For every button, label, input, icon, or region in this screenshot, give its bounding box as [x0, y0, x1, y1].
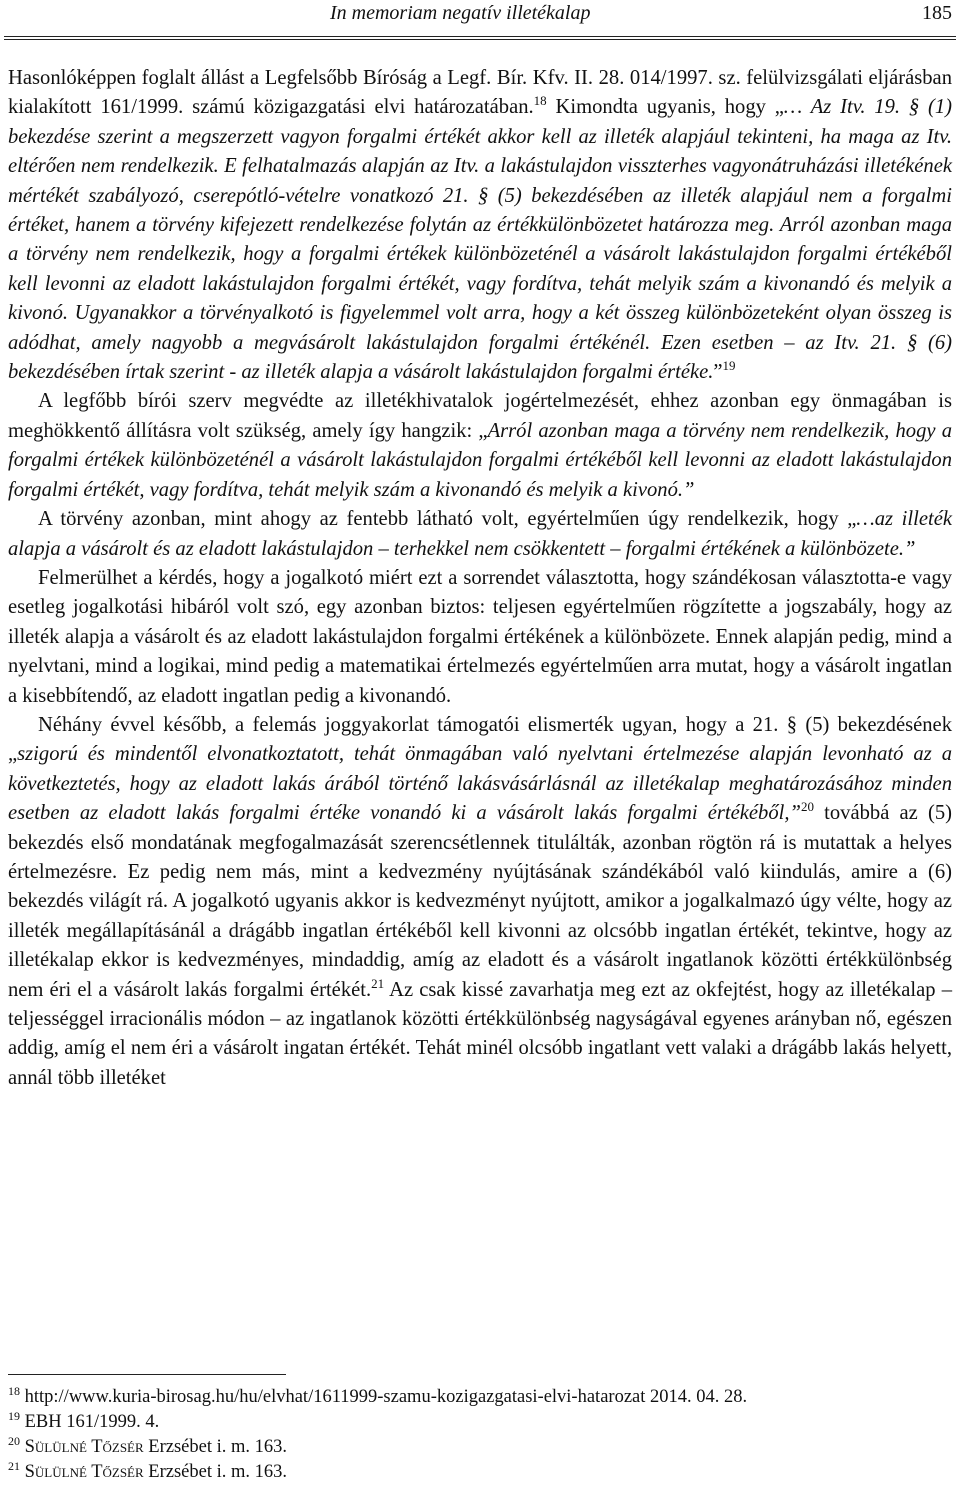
text-run: Hasonlóképpen foglalt állást a Legfelsőbb Bíróság a Legf. Bír. Kfv. II. 28. 014/1997. sz. felülvizsgálati eljárásban kialakított 161/1999. számú közigazgatási elvi határozatában. — [8, 67, 952, 119]
footnote-text: Erzsébet i. m. 163. — [143, 1437, 288, 1457]
text-run: Felmerülhet a kérdés, hogy a jogalkotó miért ezt a sorrendet választotta, hogy szándékosan választotta-e vagy esetleg jogalkotási hibáról volt szó, egy azonban biztos: teljesen egyértelműen rögzítette a jogszabály, hogy az illeték alapja a vásárolt és az eladott lakástulajdon forgalmi értékének a különbözete. Ennek alapján pedig, mind a nyelvtani, mind a logikai, mind pedig a matematikai értelmezés egyértelműen arra mutat, hogy a vásárolt ingatlan a kisebbítendő, az eladott ingatlan pedig a kivonandó. — [8, 566, 952, 707]
text-run: Arról azonban maga a törvény nem rendelkezik, hogy a forgalmi értékek különbözeténél a vásárolt lakástulajdon forgalmi értékéből kell levonni az eladott lakástulajdon forgalmi értékét, vagy fordítva, tehát melyik szám a kivonandó és melyik a kivonó.” — [8, 419, 952, 501]
running-header — [0, 0, 960, 44]
text-run: …az illeték alapja a vásárolt és az eladott lakástulajdon – terhekkel nem csökkentett – forgalmi értékének a különbözete.” — [8, 508, 952, 560]
text-run: ” — [713, 361, 723, 384]
header-rule — [4, 36, 956, 40]
footnote-ref: 18 — [533, 93, 547, 109]
paragraph — [8, 711, 952, 1093]
footnote-number: 21 — [8, 1458, 20, 1473]
footnote-text: Sülülné Tőzsér — [24, 1462, 144, 1482]
footnote-number: 18 — [8, 1383, 20, 1398]
page-number: 185 — [922, 2, 952, 24]
footnote-text: EBH 161/1999. 4. — [24, 1412, 160, 1432]
paragraph — [8, 505, 952, 564]
footnote-separator — [8, 1374, 286, 1375]
text-run: A törvény azonban, mint ahogy az fentebb látható volt, egyértelműen úgy rendelkezik, hogy „ — [38, 508, 857, 531]
paragraph — [8, 64, 952, 387]
footnote-number: 19 — [8, 1408, 20, 1423]
text-run: Néhány évvel később, a felemás joggyakorlat támogatói elismerték ugyan, hogy a 21. § (5) bekezdésének „ — [8, 713, 952, 766]
footnote-text: Sülülné Tőzsér — [24, 1437, 144, 1457]
footnote-ref: 21 — [371, 975, 385, 991]
text-run: továbbá az (5) bekezdés első mondatának megfogalmazását szerencsétlennek titulálták, azonban rögtön rá is mutattak a helyes értelmezésre. Ez pedig nem más, mint a kedvezmény nyújtásának szándékából való kiindulás, amire a (6) bekezdés világít rá. A jogalkotó ugyanis akkor is kedvezményt nyújtott, amikor a jogalkalmazó úgy vélte, hogy az illeték megállapításánál a drágább ingatlan értékéből kell kivonni az olcsóbb ingatlan értékét, tekintve, hogy az illetékalap ekkor is kedvezményes, mindaddig, amíg az eladott és a vásárolt ingatlanok közötti értékkülönbség nem éri el a vásárolt lakás forgalmi értékét. — [8, 802, 952, 1001]
paragraph — [8, 387, 952, 505]
footnote-ref: 19 — [722, 358, 736, 374]
text-run: szigorú és mindentől elvonatkoztatott, tehát önmagában való nyelvtani értelmezése alapján levonható az a következtetés, hogy az eladott lakás árából történő lakásvásárlásnál az illetékalap meghatározásához minden esetben az eladott lakás forgalmi értéke vonandó ki a vásárolt lakás forgalmi értékéből,” — [8, 743, 952, 825]
footnote — [8, 1460, 952, 1485]
footnote-text: http://www.kuria-birosag.hu/hu/elvhat/1611999-szamu-kozigazgatasi-elvi-hatarozat 2014. 04. 28. — [24, 1387, 748, 1407]
text-run: … Az Itv. 19. § (1) bekezdése szerint a megszerzett vagyon forgalmi értékét akkor kell az illeték alapjául tekinteni, ha maga az Itv. eltérően nem rendelkezik. E felhatalmazás alapján az Itv. a lakástulajdon visszterhes vagyonátruházási illetékének mértékét szabályozó, cserepótló-vételre vonatkozó 21. § (5) bekezdésében az illeték alapjául nem a forgalmi értéket, hanem a törvény kifejezett rendelkezése folytán az értékkülönbözetet határozza meg. Arról azonban maga a törvény nem rendelkezik, hogy a forgalmi értékek különbözeténél a vásárolt lakástulajdon forgalmi értékéből kell levonni az eladott lakástulajdon forgalmi értékét, vagy fordítva, tehát melyik szám a kivonandó és melyik a kivonó. Ugyanakkor a törvényalkotó is figyelemmel volt arra, hogy a két összeg különbözeteként olyan összeg is adódhat, amely nagyobb a megvásárolt lakástulajdon forgalmi értékénél. Ezen esetben – az Itv. 21. § (6) bekezdésében írtak szerint - az illeték alapja a vásárolt lakástulajdon forgalmi értéke. — [8, 96, 953, 384]
text-run: Az csak kissé zavarhatja meg ezt az okfejtést, hogy az illetékalap – teljességgel irracionális módon – az ingatlanok közötti értékkülönbség nagyságával egyenes arányban nő, egészen addig, amíg el nem éri a vásárolt ingatan értékét. Tehát minél olcsóbb ingatlant vett valaki a drágább lakás helyett, annál több illetéket — [8, 978, 952, 1089]
footnote — [8, 1385, 952, 1410]
paragraph — [8, 564, 952, 711]
footnote-text: Erzsébet i. m. 163. — [143, 1462, 288, 1482]
footnote — [8, 1435, 952, 1460]
footnote — [8, 1410, 952, 1435]
text-run: A legfőbb bírói szerv megvédte az illetékhivatalok jogértelmezését, ehhez azonban egy önmagában is meghökkentő állításra volt szükség, amely így hangzik: „ — [8, 390, 952, 442]
footnote-number: 20 — [8, 1433, 20, 1448]
text-run: Kimondta ugyanis, hogy „ — [546, 96, 784, 119]
body-text — [8, 64, 952, 1093]
footnotes — [8, 1385, 952, 1485]
running-title: In memoriam negatív illetékalap — [330, 2, 591, 24]
footnote-ref: 20 — [800, 799, 814, 815]
